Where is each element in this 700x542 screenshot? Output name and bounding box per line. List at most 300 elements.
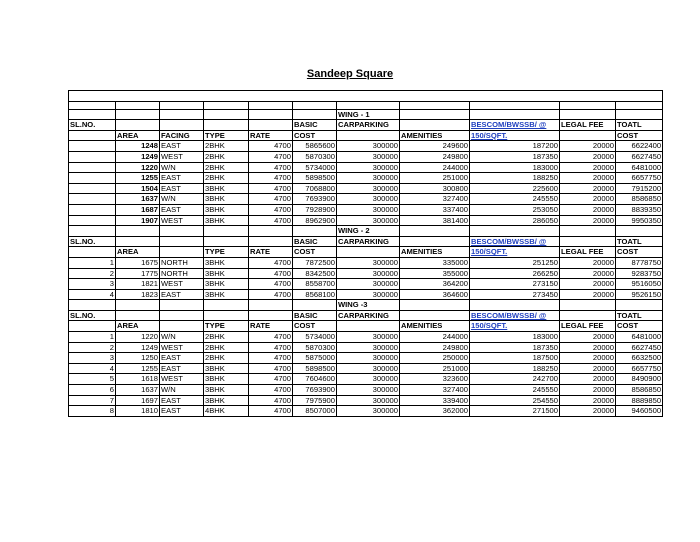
empty-cell (337, 101, 400, 109)
header-cost: COST (293, 247, 337, 258)
empty-cell (249, 120, 293, 131)
header-legal: LEGAL FEE (560, 247, 616, 258)
table-row (69, 151, 663, 162)
empty-cell (400, 101, 470, 109)
basic-cost: 8962900 (293, 215, 337, 226)
header-rate: RATE (249, 130, 293, 141)
amenities: 337400 (400, 204, 470, 215)
bescom: 187350 (470, 342, 560, 353)
sl-no: 2 (69, 268, 116, 279)
rate: 4700 (249, 141, 293, 152)
empty-cell (249, 236, 293, 247)
rate: 4700 (249, 289, 293, 300)
legal-fee: 20000 (560, 215, 616, 226)
carparking: 300000 (337, 204, 400, 215)
facing: W/N (160, 332, 204, 343)
total-cost: 8889850 (616, 395, 663, 406)
header-area: AREA (116, 130, 160, 141)
amenities: 251000 (400, 363, 470, 374)
top-bar-cell (69, 91, 663, 102)
amenities: 249600 (400, 141, 470, 152)
empty-cell (116, 226, 160, 237)
amenities: 362000 (400, 406, 470, 417)
empty-cell (69, 226, 116, 237)
header-amenities: AMENITIES (400, 247, 470, 258)
legal-fee: 20000 (560, 342, 616, 353)
header-rate: RATE (249, 247, 293, 258)
amenities: 364600 (400, 289, 470, 300)
empty-cell (560, 101, 616, 109)
total-cost: 6481000 (616, 332, 663, 343)
unit-type: 2BHK (204, 342, 249, 353)
header-carparking: CARPARKING (337, 120, 400, 131)
carparking: 300000 (337, 162, 400, 173)
basic-cost: 8342500 (293, 268, 337, 279)
bescom: 273150 (470, 279, 560, 290)
facing: W/N (160, 162, 204, 173)
rate: 4700 (249, 215, 293, 226)
rate: 4700 (249, 406, 293, 417)
bescom: 271500 (470, 406, 560, 417)
legal-fee: 20000 (560, 279, 616, 290)
wing-name-row (69, 300, 663, 311)
empty-cell (400, 226, 470, 237)
legal-fee: 20000 (560, 268, 616, 279)
area: 1687 (116, 204, 160, 215)
amenities: 381400 (400, 215, 470, 226)
header-legal: LEGAL FEE (560, 321, 616, 332)
empty-cell (560, 236, 616, 247)
unit-type: 3BHK (204, 363, 249, 374)
amenities: 244000 (400, 332, 470, 343)
empty-cell (204, 310, 249, 321)
basic-cost: 7693900 (293, 385, 337, 396)
sl-no: 6 (69, 385, 116, 396)
basic-cost: 5870300 (293, 151, 337, 162)
header-bescom-rate: 150/SQFT. (470, 130, 560, 141)
area: 1907 (116, 215, 160, 226)
empty-cell (249, 226, 293, 237)
empty-cell (116, 310, 160, 321)
basic-cost: 5734000 (293, 162, 337, 173)
header-legal: LEGAL FEE (560, 120, 616, 131)
facing: WEST (160, 342, 204, 353)
header-type: TYPE (204, 130, 249, 141)
legal-fee: 20000 (560, 374, 616, 385)
area: 1255 (116, 363, 160, 374)
total-cost: 9950350 (616, 215, 663, 226)
basic-cost: 5875000 (293, 353, 337, 364)
empty-cell (160, 236, 204, 247)
carparking: 300000 (337, 141, 400, 152)
empty-cell (470, 109, 560, 120)
bescom: 183000 (470, 162, 560, 173)
empty-cell (400, 236, 470, 247)
basic-cost: 5734000 (293, 332, 337, 343)
legal-fee: 20000 (560, 353, 616, 364)
wing-name-row (69, 109, 663, 120)
wing-name-row (69, 226, 663, 237)
empty-cell (160, 120, 204, 131)
sl-no (69, 183, 116, 194)
header-slno: SL.NO. (69, 310, 116, 321)
sl-no (69, 162, 116, 173)
sl-no (69, 151, 116, 162)
unit-type: 3BHK (204, 257, 249, 268)
bescom: 187350 (470, 151, 560, 162)
empty-cell (560, 109, 616, 120)
facing: WEST (160, 151, 204, 162)
empty-cell (400, 120, 470, 131)
unit-type: 3BHK (204, 279, 249, 290)
legal-fee: 20000 (560, 363, 616, 374)
empty-cell (560, 310, 616, 321)
facing: WEST (160, 215, 204, 226)
sl-no: 5 (69, 374, 116, 385)
amenities: 244000 (400, 162, 470, 173)
sl-no (69, 215, 116, 226)
rate: 4700 (249, 151, 293, 162)
carparking: 300000 (337, 342, 400, 353)
carparking: 300000 (337, 385, 400, 396)
unit-type: 3BHK (204, 204, 249, 215)
empty-cell (116, 101, 160, 109)
empty-cell (470, 101, 560, 109)
total-cost: 9460500 (616, 406, 663, 417)
table-row (69, 194, 663, 205)
header-bescom: BESCOM/BWSSB/ @ (470, 236, 560, 247)
unit-type: 4BHK (204, 406, 249, 417)
basic-cost: 5898500 (293, 173, 337, 184)
wing-name: WING - 1 (337, 109, 400, 120)
rate: 4700 (249, 279, 293, 290)
empty-cell (616, 109, 663, 120)
header-cost: COST (616, 321, 663, 332)
facing: EAST (160, 173, 204, 184)
total-cost: 8490900 (616, 374, 663, 385)
page-title: Sandeep Square (306, 68, 394, 80)
empty-cell (337, 321, 400, 332)
carparking: 300000 (337, 406, 400, 417)
legal-fee: 20000 (560, 183, 616, 194)
area: 1220 (116, 332, 160, 343)
basic-cost: 7975900 (293, 395, 337, 406)
bescom: 253050 (470, 204, 560, 215)
total-cost: 6627450 (616, 342, 663, 353)
sl-no: 1 (69, 332, 116, 343)
empty-cell (160, 300, 204, 311)
empty-cell (293, 300, 337, 311)
basic-cost: 8507000 (293, 406, 337, 417)
carparking: 300000 (337, 183, 400, 194)
total-cost: 9526150 (616, 289, 663, 300)
bescom: 183000 (470, 332, 560, 343)
wing-name: WING -3 (337, 300, 400, 311)
empty-cell (616, 101, 663, 109)
header-row-2 (69, 247, 663, 258)
carparking: 300000 (337, 173, 400, 184)
amenities: 364200 (400, 279, 470, 290)
legal-fee: 20000 (560, 151, 616, 162)
total-cost: 6657750 (616, 363, 663, 374)
unit-type: 2BHK (204, 332, 249, 343)
sl-no: 3 (69, 279, 116, 290)
header-area: AREA (116, 321, 160, 332)
rate: 4700 (249, 183, 293, 194)
area: 1775 (116, 268, 160, 279)
header-total: TOATL (616, 310, 663, 321)
empty-cell (616, 226, 663, 237)
facing: EAST (160, 395, 204, 406)
empty-cell (160, 247, 204, 258)
header-facing: FACING (160, 130, 204, 141)
legal-fee: 20000 (560, 204, 616, 215)
carparking: 300000 (337, 363, 400, 374)
legal-fee: 20000 (560, 257, 616, 268)
facing: EAST (160, 363, 204, 374)
header-cost: COST (293, 321, 337, 332)
bescom: 251250 (470, 257, 560, 268)
header-cost: COST (616, 130, 663, 141)
basic-cost: 7068800 (293, 183, 337, 194)
area: 1249 (116, 151, 160, 162)
area: 1697 (116, 395, 160, 406)
amenities: 250000 (400, 353, 470, 364)
legal-fee: 20000 (560, 395, 616, 406)
bescom: 273450 (470, 289, 560, 300)
bescom: 254550 (470, 395, 560, 406)
empty-cell (204, 109, 249, 120)
facing: EAST (160, 204, 204, 215)
total-cost: 6622400 (616, 141, 663, 152)
sl-no: 8 (69, 406, 116, 417)
header-total: TOATL (616, 120, 663, 131)
empty-cell (116, 300, 160, 311)
empty-cell (560, 300, 616, 311)
bescom: 242700 (470, 374, 560, 385)
empty-cell (400, 109, 470, 120)
carparking: 300000 (337, 268, 400, 279)
area: 1250 (116, 353, 160, 364)
bescom: 245550 (470, 385, 560, 396)
table-row (69, 363, 663, 374)
total-cost: 6657750 (616, 173, 663, 184)
area: 1248 (116, 141, 160, 152)
sl-no: 2 (69, 342, 116, 353)
header-amenities: AMENITIES (400, 130, 470, 141)
total-cost: 8586850 (616, 385, 663, 396)
table-row (69, 204, 663, 215)
table-row (69, 342, 663, 353)
empty-cell (69, 247, 116, 258)
facing: NORTH (160, 257, 204, 268)
header-slno: SL.NO. (69, 236, 116, 247)
price-table (68, 90, 663, 417)
facing: EAST (160, 183, 204, 194)
sl-no (69, 173, 116, 184)
sl-no: 7 (69, 395, 116, 406)
wing-name: WING - 2 (337, 226, 400, 237)
rate: 4700 (249, 162, 293, 173)
rate: 4700 (249, 363, 293, 374)
amenities: 327400 (400, 385, 470, 396)
sl-no: 4 (69, 363, 116, 374)
facing: EAST (160, 141, 204, 152)
unit-type: 3BHK (204, 289, 249, 300)
header-carparking: CARPARKING (337, 310, 400, 321)
empty-cell (293, 101, 337, 109)
total-cost: 8586850 (616, 194, 663, 205)
empty-cell (470, 300, 560, 311)
legal-fee: 20000 (560, 406, 616, 417)
total-cost: 8778750 (616, 257, 663, 268)
rate: 4700 (249, 353, 293, 364)
table-row (69, 162, 663, 173)
sl-no: 3 (69, 353, 116, 364)
total-cost: 6632500 (616, 353, 663, 364)
table-row (69, 268, 663, 279)
table-row (69, 289, 663, 300)
empty-cell (337, 130, 400, 141)
amenities: 355000 (400, 268, 470, 279)
unit-type: 2BHK (204, 151, 249, 162)
header-row-2 (69, 321, 663, 332)
table-row (69, 173, 663, 184)
amenities: 249800 (400, 151, 470, 162)
facing: W/N (160, 194, 204, 205)
basic-cost: 8558700 (293, 279, 337, 290)
header-bescom-rate: 150/SQFT. (470, 321, 560, 332)
area: 1810 (116, 406, 160, 417)
empty-cell (69, 130, 116, 141)
empty-cell (160, 109, 204, 120)
area: 1637 (116, 385, 160, 396)
carparking: 300000 (337, 395, 400, 406)
area: 1675 (116, 257, 160, 268)
empty-cell (249, 101, 293, 109)
empty-cell (560, 226, 616, 237)
empty-cell (249, 300, 293, 311)
unit-type: 2BHK (204, 141, 249, 152)
empty-cell (160, 310, 204, 321)
area: 1637 (116, 194, 160, 205)
basic-cost: 7604600 (293, 374, 337, 385)
amenities: 339400 (400, 395, 470, 406)
basic-cost: 8568100 (293, 289, 337, 300)
header-bescom: BESCOM/BWSSB/ @ (470, 120, 560, 131)
bescom: 245550 (470, 194, 560, 205)
legal-fee: 20000 (560, 173, 616, 184)
rate: 4700 (249, 204, 293, 215)
header-row-1 (69, 310, 663, 321)
empty-cell (249, 109, 293, 120)
sl-no (69, 194, 116, 205)
unit-type: 2BHK (204, 173, 249, 184)
facing: WEST (160, 374, 204, 385)
bescom: 188250 (470, 363, 560, 374)
empty-cell (560, 130, 616, 141)
amenities: 335000 (400, 257, 470, 268)
empty-cell (204, 236, 249, 247)
rate: 4700 (249, 395, 293, 406)
rate: 4700 (249, 385, 293, 396)
rate: 4700 (249, 342, 293, 353)
header-type: TYPE (204, 321, 249, 332)
empty-cell (204, 120, 249, 131)
amenities: 300800 (400, 183, 470, 194)
header-carparking: CARPARKING (337, 236, 400, 247)
rate: 4700 (249, 194, 293, 205)
rate: 4700 (249, 332, 293, 343)
empty-cell (69, 300, 116, 311)
bescom: 187500 (470, 353, 560, 364)
table-row (69, 406, 663, 417)
bescom: 187200 (470, 141, 560, 152)
empty-cell (116, 120, 160, 131)
area: 1255 (116, 173, 160, 184)
facing: EAST (160, 406, 204, 417)
empty-cell (400, 310, 470, 321)
top-bar (69, 91, 663, 102)
header-area: AREA (116, 247, 160, 258)
carparking: 300000 (337, 151, 400, 162)
table-row (69, 279, 663, 290)
header-amenities: AMENITIES (400, 321, 470, 332)
total-cost: 9516050 (616, 279, 663, 290)
header-basic: BASIC (293, 120, 337, 131)
table-row (69, 183, 663, 194)
empty-cell (160, 101, 204, 109)
legal-fee: 20000 (560, 141, 616, 152)
legal-fee: 20000 (560, 194, 616, 205)
empty-cell (116, 236, 160, 247)
basic-cost: 5898500 (293, 363, 337, 374)
legal-fee: 20000 (560, 162, 616, 173)
unit-type: 2BHK (204, 353, 249, 364)
table-row (69, 395, 663, 406)
table-row (69, 385, 663, 396)
carparking: 300000 (337, 289, 400, 300)
rate: 4700 (249, 257, 293, 268)
unit-type: 3BHK (204, 215, 249, 226)
sl-no: 4 (69, 289, 116, 300)
unit-type: 2BHK (204, 162, 249, 173)
unit-type: 3BHK (204, 268, 249, 279)
carparking: 300000 (337, 215, 400, 226)
total-cost: 8839350 (616, 204, 663, 215)
empty-cell (204, 101, 249, 109)
amenities: 249800 (400, 342, 470, 353)
carparking: 300000 (337, 332, 400, 343)
facing: EAST (160, 289, 204, 300)
header-type: TYPE (204, 247, 249, 258)
legal-fee: 20000 (560, 289, 616, 300)
basic-cost: 5870300 (293, 342, 337, 353)
rate: 4700 (249, 268, 293, 279)
sl-no (69, 204, 116, 215)
bescom: 225600 (470, 183, 560, 194)
empty-cell (616, 300, 663, 311)
empty-cell (69, 101, 116, 109)
empty-cell (116, 109, 160, 120)
facing: WEST (160, 279, 204, 290)
header-bescom-rate: 150/SQFT. (470, 247, 560, 258)
rate: 4700 (249, 173, 293, 184)
facing: EAST (160, 353, 204, 364)
header-basic: BASIC (293, 310, 337, 321)
header-total: TOATL (616, 236, 663, 247)
area: 1618 (116, 374, 160, 385)
